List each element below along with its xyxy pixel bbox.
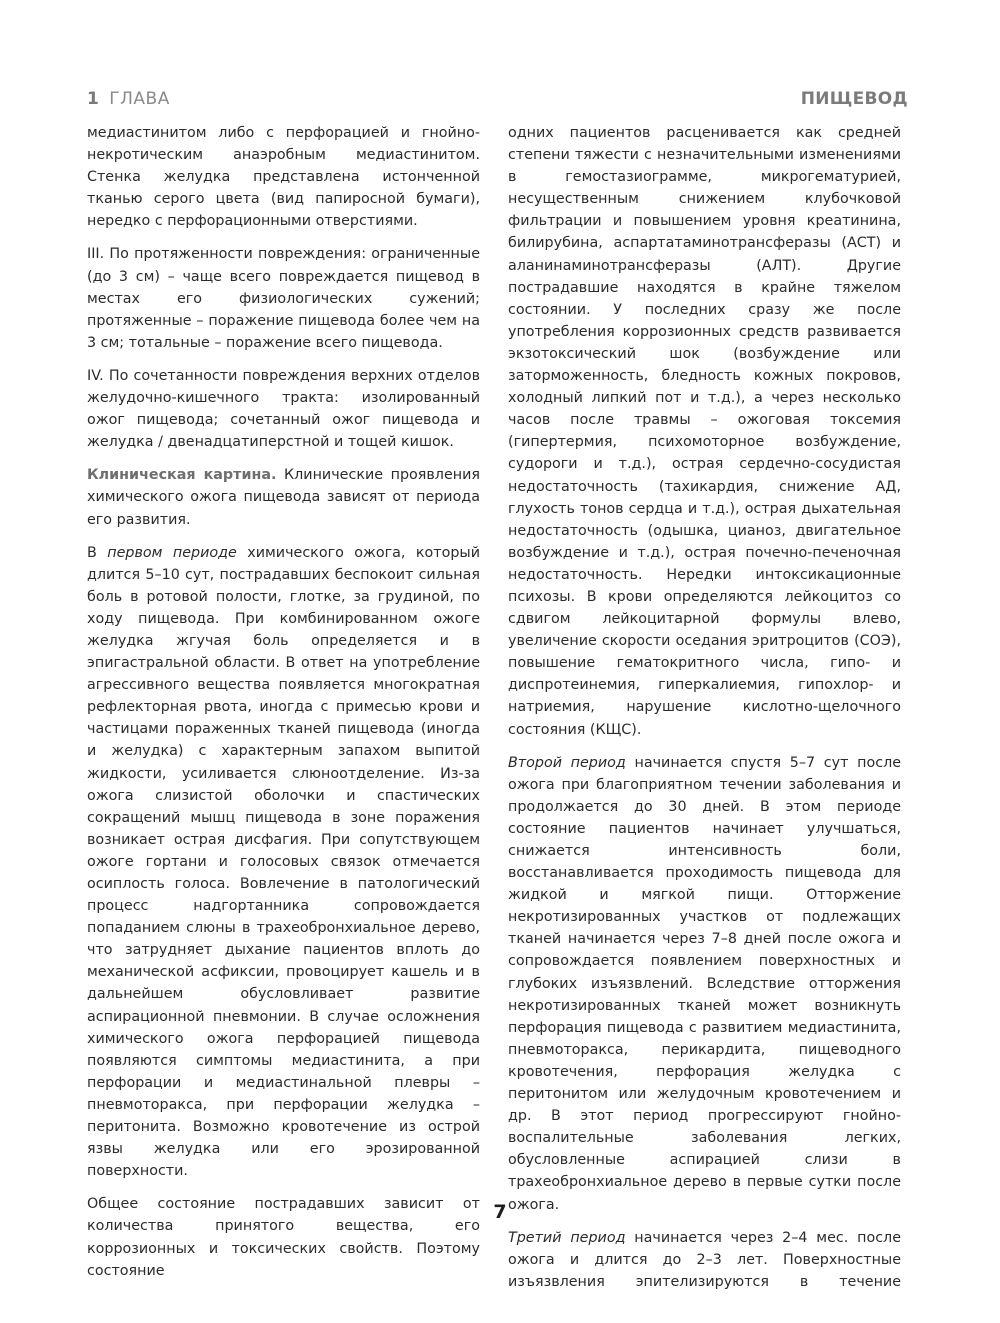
term-first-period: первом периоде <box>107 544 237 561</box>
chapter-number: 1 <box>87 89 100 109</box>
paragraph-first-period <box>87 542 480 1183</box>
paragraph-text: Клинические проявления химического ожога пищевода зависят от периода его развития. <box>87 467 480 528</box>
chapter-label <box>87 89 170 109</box>
paragraph: одних пациентов расценивается как средней степени тяжести с незначительными изменениями в гемостазиограмме, микрогематурией, несущественным снижением клубочковой фильтрации и повышением уровня креатинина, билирубина, аспартатаминотрансферазы (АСТ) и аланинаминотрансферазы (АЛТ). Другие пострадавшие находятся в крайне тяжелом состоянии. У последних сразу же после употребления коррозионных средств развивается экзотоксический шок (возбуждение или заторможенность, бледность кожных покровов, холодный липкий пот и т.д.), а через несколько часов после травмы – ожоговая токсемия (гипертермия, психомоторное возбуждение, судороги и т.д.), острая сердечно-сосудистая недостаточность (тахикардия, снижение АД, глухость тонов сердца и т.д.), острая дыхательная недостаточность (одышка, цианоз, двигательное возбуждение и т.д.), острая почечно-печеночная недостаточность. Нередки интоксикационные психозы. В крови определяются лейкоцитоз со сдвигом лейкоцитарной формулы влево, увеличение скорости оседания эритроцитов (СОЭ), повышение гематокритного числа, гипо- и диспротеинемия, гиперкалиемия, гипохлор- и натриемия, нарушение кислотно-щелочного состояния (КЩС). <box>508 125 901 738</box>
subheading-clinical-picture: Клиническая картина. <box>87 467 277 484</box>
right-column <box>508 122 901 1304</box>
term-third-period: Третий период <box>508 1229 626 1246</box>
page-number: 7 <box>493 1201 507 1223</box>
section-title: ПИЩЕВОД <box>800 89 908 109</box>
paragraph-clinical-picture <box>87 464 480 530</box>
paragraph-second-period <box>508 752 901 1216</box>
paragraph-text: начинается спустя 5–7 сут после ожога при благоприятном течении заболевания и продолжается до 30 дней. В этом периоде состояние пациентов начинает улучшаться, снижается интенсивность боли, восстанавливается проходимость пищевода для жидкой и мягкой пищи. Отторжение некротизированных участков от подлежащих тканей начинается через 7–8 дней после ожога и сопровождается появлением поверхностных и глубоких изъязвлений. Вследствие отторжения некротизированных тканей может возникнуть перфорация пищевода с развитием медиастинита, пневмоторакса, перикардита, пищеводного кровотечения, перфорация желудка с перитонитом или желудочным кровотечением и др. В этот период прогрессируют гнойно-воспалительные заболевания легких, обусловленные аспирацией слизи в трахеобронхиальное дерево в первые сутки после ожога. <box>508 754 901 1213</box>
paragraph-text: В <box>87 544 108 561</box>
running-head <box>87 86 908 112</box>
left-column <box>87 122 480 1293</box>
paragraph-text: химического ожога, который длится 5–10 сут, пострадавших беспокоит сильная боль в ротовой полости, глотке, за грудиной, по ходу пищевода. При комбинированном ожоге желудка жгучая боль определяется и в эпигастральной области. В ответ на употребление агрессивного вещества появляется многократная рефлекторная рвота, иногда с примесью крови и частицами пораженных тканей пищевода (иногда и желудка) с характерным запахом выпитой жидкости, усиливается слюноотделение. Из-за ожога слизистой оболочки и спастических сокращений мышц пищевода в зоне поражения возникает острая дисфагия. При сопутствующем ожоге гортани и голосовых связок отмечается осиплость голоса. Вовлечение в патологический процесс надгортанника сопровождается попаданием слюны в трахеобронхиальное дерево, что затрудняет дыхание пациентов вплоть до механической асфиксии, провоцирует кашель и в дальнейшем обусловливает развитие аспирационной пневмонии. В случае осложнения химического ожога перфорацией пищевода появляются симптомы медиастинита, а при перфорации и медиастинальной плевры – пневмоторакса, при перфорации желудка – перитонита. Возможно кровотечение из острой язвы желудка или его эрозированной поверхности. <box>87 544 480 1180</box>
paragraph: IV. По сочетанности повреждения верхних отделов желудочно-кишечного тракта: изолированный ожог пищевода; сочетанный ожог пищевода и желудка / двенадцатиперстной и тощей кишок. <box>87 367 480 451</box>
paragraph: III. По протяженности повреждения: ограниченные (до 3 см) – чаще всего повреждается пищевод в местах его физиологических сужений; протяженные – поражение пищевода более чем на 3 см; тотальные – поражение всего пищевода. <box>87 246 480 351</box>
paragraph-third-period <box>508 1227 901 1293</box>
paragraph: медиастинитом либо с перфорацией и гнойно-некротическим анаэробным медиастинитом. Стенка желудка представлена истонченной тканью серого цвета (вид папиросной бумаги), нередко с перфорационными отверстиями. <box>87 125 480 230</box>
paragraph-text: начинается через 2–4 мес. после ожога и длится до 2–3 лет. Поверхностные изъязвления эпителизируются в течение <box>508 1229 901 1290</box>
paragraph: Общее состояние пострадавших зависит от количества принятого вещества, его коррозионных и токсических свойств. Поэтому состояние <box>87 1196 480 1279</box>
chapter-word: ГЛАВА <box>109 89 170 109</box>
term-second-period: Второй период <box>508 754 626 771</box>
